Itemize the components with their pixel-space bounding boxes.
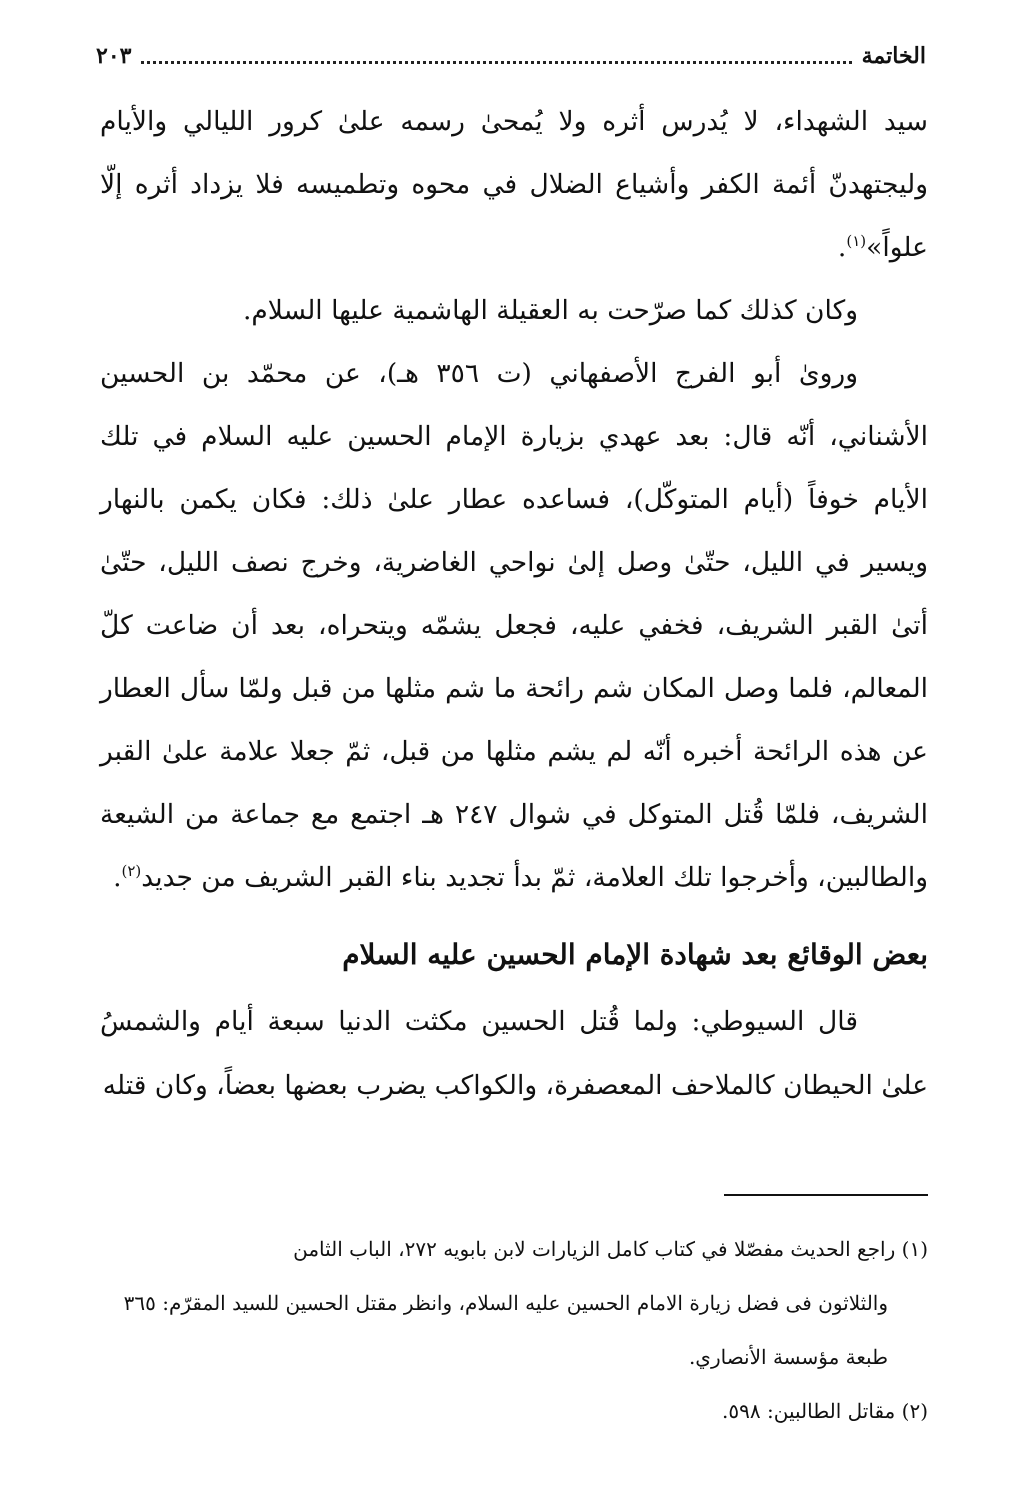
section-heading: بعض الوقائع بعد شهادة الإمام الحسين عليه السلام: [342, 938, 928, 971]
main-text: [100, 90, 928, 909]
footnote-1-line-3: طبعة مؤسسة الأنصاري.: [688, 1345, 888, 1369]
chapter-title: الخاتمة: [861, 43, 926, 69]
section-paragraph: قال السيوطي: ولما قُتل الحسين مكثت الدنيا سبعة أيام والشمسُ علىٰ الحيطان كالملاحف المعصفرة، والكواكب يضرب بعضها بعضاً، وكان قتله: [100, 1006, 928, 1101]
paragraph-3-text: وروىٰ أبو الفرج الأصفهاني (ت ٣٥٦ هـ)، عن محمّد بن الحسين الأشناني، أنّه قال: بعد عهدي بزيارة الإمام الحسين عليه السلام في تلك الأيام خوفاً (أيام المتوكّل)، فساعده عطار علىٰ ذلك: فكان يكمن بالنهار ويسير في الليل، حتّىٰ وصل إلىٰ نواحي الغاضرية، وخرج نصف الليل، حتّىٰ أتىٰ القبر الشريف، فخفي عليه، فجعل يشمّه ويتحراه، بعد أن ضاعت كلّ المعالم، فلما وصل المكان شم رائحة ما شم مثلها من قبل ولمّا سأل العطار عن هذه الرائحة أخبره أنّه لم يشم مثلها من قبل، ثمّ جعلا علامة علىٰ القبر الشريف، فلمّا قُتل المتوكل في شوال ٢٤٧ هـ اجتمع مع جماعة من الشيعة والطالبين، وأخرجوا تلك العلامة، ثمّ بدأ تجديد بناء القبر الشريف من جديد: [100, 358, 928, 893]
footnote-ref-2: (٢): [121, 862, 142, 881]
footnote-ref-1: (١): [846, 232, 867, 251]
paragraph-2: وكان كذلك كما صرّحت به العقيلة الهاشمية عليها السلام.: [242, 295, 858, 326]
footnote-2: (٢) مقاتل الطالبين: ٥٩٨.: [722, 1399, 928, 1423]
section-text: [100, 990, 928, 1118]
paragraph-1: سيد الشهداء، لا يُدرس أثره ولا يُمحىٰ رسمه علىٰ كرور الليالي والأيام وليجتهدنّ أئمة الكفر وأشياع الضلال في محوه وتطميسه فلا يزداد أثره إلّا علواً»$^{(١)}$.: [100, 106, 928, 263]
footnote-1-line-2: والثلاثون فى فضل زيارة الامام الحسين عليه السلام، وانظر مقتل الحسين للسيد المقرّم: ٣٦٥: [123, 1291, 888, 1315]
footnote-1-line-1: (١) راجع الحديث مفصّلا في كتاب كامل الزيارات لابن بابويه ٢٧٢، الباب الثامن: [293, 1237, 928, 1261]
footnotes: [100, 1222, 928, 1438]
page-number: ٢٠٣: [96, 43, 132, 69]
footnote-separator: [724, 1194, 928, 1196]
dot-leader: [141, 61, 851, 64]
paragraph-1-text: سيد الشهداء، لا يُدرس أثره ولا يُمحىٰ رسمه علىٰ كرور الليالي والأيام وليجتهدنّ أئمة الكفر وأشياع الضلال في محوه وتطميسه فلا يزداد أثره إلّا علواً»: [100, 106, 928, 263]
running-head: [96, 38, 926, 74]
paragraph-3: وروىٰ أبو الفرج الأصفهاني (ت ٣٥٦ هـ)، عن محمّد بن الحسين الأشناني، أنّه قال: بعد عهدي بزيارة الإمام الحسين عليه السلام في تلك الأيام خوفاً (أيام المتوكّل)، فساعده عطار علىٰ ذلك: فكان يكمن بالنهار ويسير في الليل، حتّىٰ وصل إلىٰ نواحي الغاضرية، وخرج نصف الليل، حتّىٰ أتىٰ القبر الشريف، فخفي عليه، فجعل يشمّه ويتحراه، بعد أن ضاعت كلّ المعالم، فلما وصل المكان شم رائحة ما شم مثلها من قبل ولمّا سأل العطار عن هذه الرائحة أخبره أنّه لم يشم مثلها من قبل، ثمّ جعلا علامة علىٰ القبر الشريف، فلمّا قُتل المتوكل في شوال ٢٤٧ هـ اجتمع مع جماعة من الشيعة والطالبين، وأخرجوا تلك العلامة، ثمّ بدأ تجديد بناء القبر الشريف من جديد$^{(٢)}$.: [100, 358, 928, 893]
